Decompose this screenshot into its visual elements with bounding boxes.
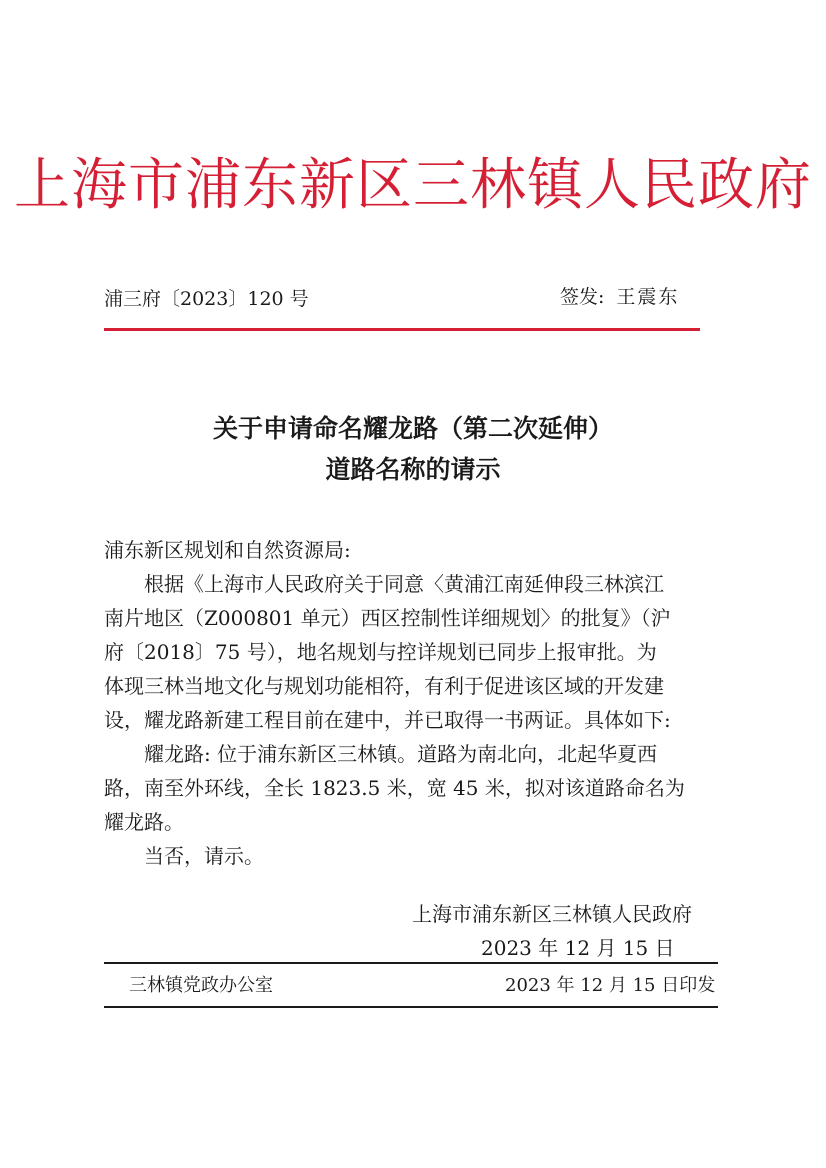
paragraph-1-line: 府〔2018〕75 号），地名规划与控详规划已同步上报审批。为 — [104, 640, 657, 664]
document-body — [104, 533, 724, 873]
paragraph-1-line: 根据《上海市人民政府关于同意〈黄浦江南延伸段三林滨江 — [144, 572, 664, 596]
signature-date: 2023 年 12 月 15 日 — [481, 936, 675, 960]
paragraph-1-line: 体现三林当地文化与规划功能相符，有利于促进该区域的开发建 — [104, 674, 664, 698]
footer-issuing-office: 三林镇党政办公室 — [129, 975, 273, 996]
document-number: 浦三府〔2023〕120 号 — [104, 288, 309, 310]
issuing-organization-header: 上海市浦东新区三林镇人民政府 — [14, 153, 812, 218]
paragraph-2-line: 耀龙路。 — [104, 810, 184, 834]
salutation: 浦东新区规划和自然资源局: — [104, 538, 351, 562]
title-line-1: 关于申请命名耀龙路（第二次延伸） — [212, 414, 613, 443]
footer-bottom-rule — [104, 1006, 718, 1008]
body-paragraph-1 — [104, 567, 724, 737]
body-paragraph-2 — [104, 737, 724, 839]
footer-top-rule — [104, 962, 718, 964]
paragraph-2-line: 路，南至外环线，全长 1823.5 米，宽 45 米，拟对该道路命名为 — [104, 776, 685, 800]
signer-label: 签发: — [560, 286, 605, 308]
signer-block — [560, 284, 679, 310]
closing-line: 当否，请示。 — [144, 844, 264, 868]
signer-name: 王震东 — [616, 286, 680, 308]
title-line-2: 道路名称的请示 — [325, 455, 501, 484]
paragraph-2-line: 耀龙路: 位于浦东新区三林镇。道路为南北向，北起华夏西 — [144, 742, 658, 766]
signature-organization: 上海市浦东新区三林镇人民政府 — [412, 902, 692, 926]
document-title — [0, 408, 826, 490]
paragraph-1-line: 设，耀龙路新建工程目前在建中，并已取得一书两证。具体如下: — [104, 708, 671, 732]
paragraph-1-line: 南片地区（Z000801 单元）西区控制性详细规划〉的批复》（沪 — [104, 606, 671, 630]
red-header-divider — [104, 328, 700, 331]
footer-issue-date: 2023 年 12 月 15 日印发 — [505, 975, 716, 996]
